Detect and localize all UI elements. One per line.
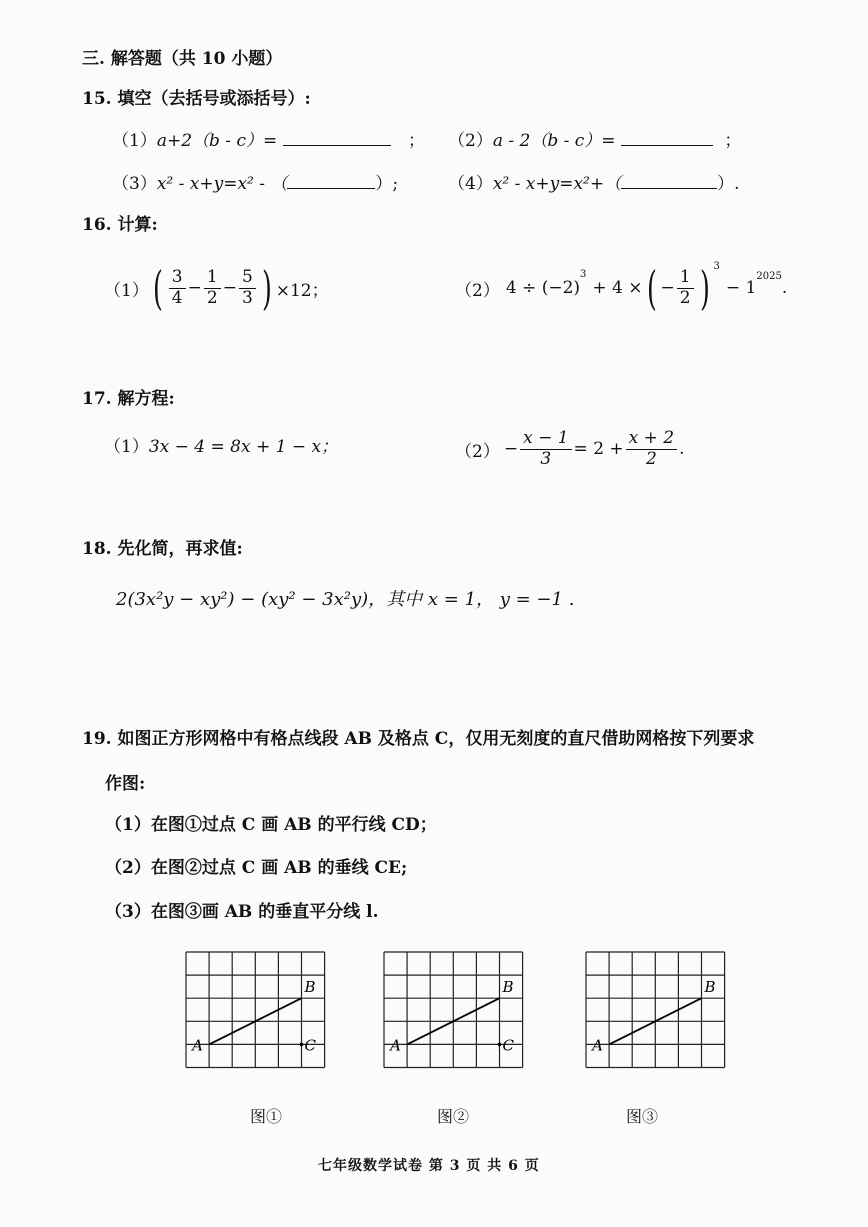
- figure1-caption: 图①: [250, 1107, 283, 1126]
- point-b-label: B: [704, 978, 716, 997]
- grid-figure-2: [364, 947, 543, 1073]
- q17-part2: （2） − $\frac{x - 1}{3}$ = 2 + $\frac{x + 2}{2}$ .: [455, 427, 685, 469]
- q16-part2: （2） 4 ÷ (−2) 3 + 4 × ( − $\frac{1}{2}$ ) 3 − 1 2025 .: [455, 261, 788, 315]
- section-title: 三. 解答题（共 10 小题）: [82, 49, 283, 69]
- grid-figure-1: [166, 947, 345, 1073]
- grid-figure-3: [566, 947, 745, 1073]
- q18-expression: 2(3x²y − xy²) − (xy² − 3x²y)，其中 x = 1， y = −1 .: [116, 589, 575, 610]
- point-c-label: C: [304, 1036, 316, 1055]
- q16-part1: （1） ( $\frac{3}{4}$ − $\frac{1}{2}$ − $\frac{5}{3}$ ) ×12；: [104, 261, 329, 315]
- q19-stem-line2: 作图:: [105, 774, 146, 794]
- point-c: [498, 1043, 502, 1047]
- point-a-label: A: [592, 1036, 603, 1055]
- q17-part1: （1）3x − 4 = 8x + 1 − x；: [104, 437, 339, 457]
- q15-part4: （4）x² - x+y=x²+（ ）.: [448, 174, 740, 194]
- q18-stem: 18. 先化简，再求值:: [82, 539, 243, 559]
- point-a-label: A: [390, 1036, 401, 1055]
- figure2-caption: 图②: [437, 1107, 470, 1126]
- q15-blank4[interactable]: [621, 188, 717, 189]
- point-c: [300, 1043, 304, 1047]
- q19-part2: （2）在图②过点 C 画 AB 的垂线 CE;: [105, 858, 408, 878]
- q19-stem-line1: 19. 如图正方形网格中有格点线段 AB 及格点 C，仅用无刻度的直尺借助网格按下列要求: [82, 729, 755, 749]
- page-footer: 七年级数学试卷 第 3 页 共 6 页: [318, 1158, 540, 1174]
- q17-stem: 17. 解方程:: [82, 389, 175, 409]
- q15-blank1[interactable]: [283, 145, 391, 146]
- q16-stem: 16. 计算:: [82, 215, 158, 235]
- figure3-caption: 图③: [626, 1107, 659, 1126]
- point-b-label: B: [304, 978, 316, 997]
- point-c-label: C: [502, 1036, 514, 1055]
- q19-part3: （3）在图③画 AB 的垂直平分线 l.: [105, 902, 379, 922]
- q15-part1: （1）a+2（b - c）= ；: [112, 131, 426, 151]
- point-b-label: B: [502, 978, 514, 997]
- q15-part3: （3）x² - x+y=x² - （ ）;: [112, 174, 399, 194]
- q15-blank3[interactable]: [287, 188, 375, 189]
- q15-stem: 15. 填空（去括号或添括号）:: [82, 89, 311, 109]
- q19-part1: （1）在图①过点 C 画 AB 的平行线 CD；: [105, 815, 437, 835]
- q15-part2: （2）a - 2（b - c）= ；: [448, 131, 742, 151]
- point-a-label: A: [192, 1036, 203, 1055]
- q15-blank2[interactable]: [621, 145, 713, 146]
